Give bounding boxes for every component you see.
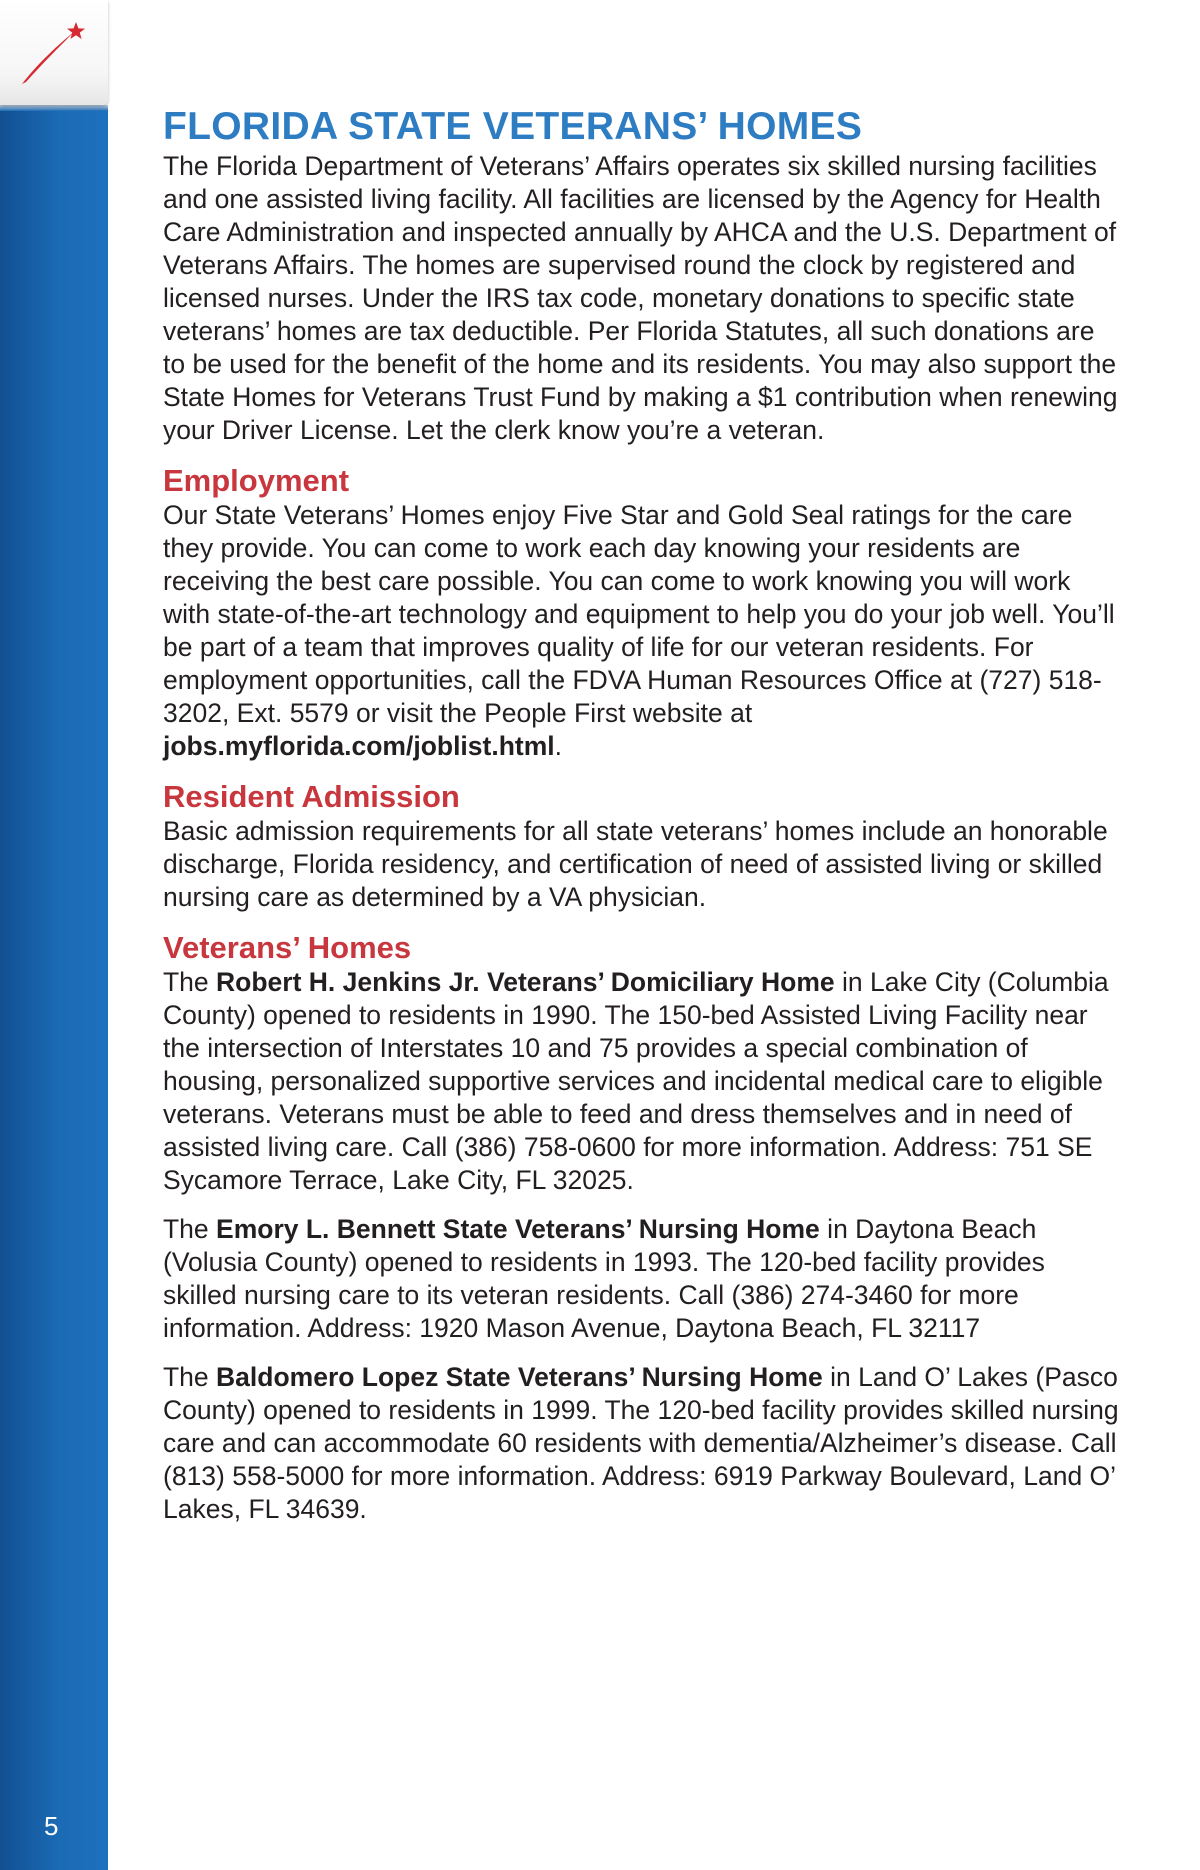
employment-paragraph <box>163 499 1123 763</box>
home-text: in Land O’ Lakes (Pasco County) opened to residents in 1999. The 120-bed facility provides skilled nursing care and can accommodate 60 residents with dementia/Alzheimer’s disease. Call (813) 558-5000 for more information. Address: 6919 Parkway Boulevard, Land O’ Lakes, FL 34639. <box>163 1362 1119 1524</box>
employment-end: . <box>554 731 563 761</box>
page-number: 5 <box>44 1811 59 1841</box>
homes-heading: Veterans’ Homes <box>163 930 412 965</box>
home-text: in Daytona Beach (Volusia County) opened to residents in 1993. The 120-bed facility provides skilled nursing care to its veteran residents. Call (386) 274-3460 for more information. Address: 1920 Mason Avenue, Daytona Beach, FL 32117 <box>163 1214 1045 1343</box>
home-paragraph-jenkins <box>163 966 1123 1197</box>
home-text: in Lake City (Columbia County) opened to residents in 1990. The 150-bed Assisted Living Facility near the intersection of Interstates 10 and 75 provides a special combination of housing, personalized supportive services and incidental medical care to eligible veterans. Veterans must be able to feed and dress themselves and in need of assisted living care. Call (386) 758-0600 for more information. Address: 751 SE Sycamore Terrace, Lake City, FL 32025. <box>163 967 1109 1195</box>
logo-tab <box>0 0 108 105</box>
home-name: Baldomero Lopez State Veterans’ Nursing Home <box>216 1362 823 1392</box>
employment-heading: Employment <box>163 463 350 498</box>
homes-section <box>163 930 1123 1526</box>
home-pre: The <box>163 1214 217 1244</box>
employment-text: Our State Veterans’ Homes enjoy Five Star and Gold Seal ratings for the care they provide. You can come to work each day knowing your residents are receiving the best care possible. You can come to work knowing you will work with state-of-the-art technology and equipment to help you do your job well. You’ll be part of a team that improves quality of life for our veteran residents. For employment opportunities, call the FDVA Human Resources Office at (727) 518-3202, Ext. 5579 or visit the People First website at <box>163 500 1115 728</box>
home-paragraph-lopez <box>163 1361 1123 1526</box>
home-name: Emory L. Bennett State Veterans’ Nursing Home <box>216 1214 820 1244</box>
home-pre: The <box>163 1362 217 1392</box>
jobs-link[interactable]: jobs.myflorida.com/joblist.html <box>163 731 555 761</box>
main-content <box>163 104 1123 1526</box>
employment-section <box>163 463 1123 763</box>
page-title: FLORIDA STATE VETERANS’ HOMES <box>163 105 863 148</box>
admission-heading: Resident Admission <box>163 779 460 814</box>
home-name: Robert H. Jenkins Jr. Veterans’ Domiciliary Home <box>216 967 835 997</box>
home-pre: The <box>163 967 217 997</box>
shooting-star-icon <box>18 16 90 88</box>
admission-section <box>163 779 1123 914</box>
sidebar-band <box>0 105 108 1870</box>
admission-paragraph: Basic admission requirements for all state veterans’ homes include an honorable discharge, Florida residency, and certification of need of assisted living or skilled nursing care as determined by a VA physician. <box>163 816 1108 912</box>
intro-paragraph: The Florida Department of Veterans’ Affairs operates six skilled nursing facilities and one assisted living facility. All facilities are licensed by the Agency for Health Care Administration and inspected annually by AHCA and the U.S. Department of Veterans Affairs. The homes are supervised round the clock by registered and licensed nurses. Under the IRS tax code, monetary donations to specific state veterans’ homes are tax deductible. Per Florida Statutes, all such donations are to be used for the benefit of the home and its residents. You may also support the State Homes for Veterans Trust Fund by making a $1 contribution when renewing your Driver License. Let the clerk know you’re a veteran. <box>163 151 1118 445</box>
home-paragraph-bennett <box>163 1213 1123 1345</box>
